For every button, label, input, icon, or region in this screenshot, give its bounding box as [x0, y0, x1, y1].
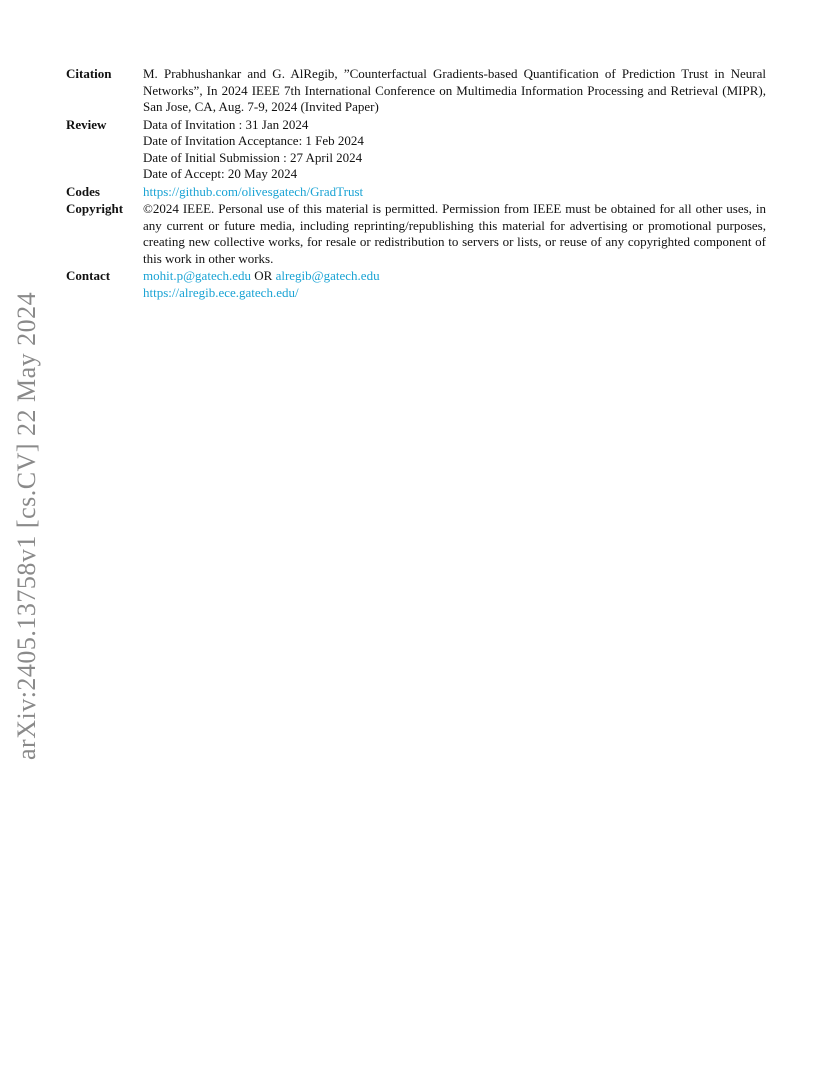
review-dates	[143, 117, 766, 183]
citation-label: Citation	[66, 66, 112, 81]
codes-value	[143, 184, 766, 201]
citation-row	[66, 66, 766, 116]
email-link-alregib[interactable]: alregib@gatech.edu	[275, 268, 380, 283]
github-link[interactable]: https://github.com/olivesgatech/GradTrust	[143, 183, 364, 199]
codes-row	[66, 184, 766, 201]
review-label: Review	[66, 116, 107, 132]
contact-label: Contact	[66, 268, 111, 283]
contact-separator: OR	[254, 268, 273, 283]
review-accept-date: Date of Accept: 20 May 2024	[143, 166, 298, 181]
copyright-row	[66, 201, 766, 267]
metadata-block	[66, 66, 766, 302]
contact-emails	[143, 268, 766, 285]
arxiv-side-stamp: arXiv:2405.13758v1 [cs.CV] 22 May 2024	[12, 291, 41, 760]
review-invitation-date: Data of Invitation : 31 Jan 2024	[143, 116, 309, 132]
copyright-label: Copyright	[66, 201, 124, 216]
review-row	[66, 117, 766, 183]
contact-website-line	[143, 285, 766, 302]
citation-text: M. Prabhushankar and G. AlRegib, ”Counterfactual Gradients-based Quantification of Prediction Trust in Neural Networks”, In 2024 IEEE 7th International Conference on Multimedia Information Processing and Retrieval (MIPR), San Jose, CA, Aug. 7-9, 2024 (Invited Paper)	[143, 66, 766, 114]
contact-value	[143, 268, 766, 301]
copyright-text: ©2024 IEEE. Personal use of this material is permitted. Permission from IEEE must be obtained for all other uses, in any current or future media, including reprinting/republishing this material for advertising or promotional purposes, creating new collective works, for resale or redistribution to servers or lists, or reuse of any copyrighted component of this work in other works.	[143, 201, 766, 266]
review-acceptance-date: Date of Invitation Acceptance: 1 Feb 2024	[143, 133, 364, 148]
review-submission-date: Date of Initial Submission : 27 April 2024	[143, 149, 363, 165]
email-link-prabhushankar[interactable]: mohit.p@gatech.edu	[143, 268, 251, 283]
contact-row	[66, 268, 766, 301]
website-link[interactable]: https://alregib.ece.gatech.edu/	[143, 284, 299, 300]
codes-label: Codes	[66, 183, 100, 199]
